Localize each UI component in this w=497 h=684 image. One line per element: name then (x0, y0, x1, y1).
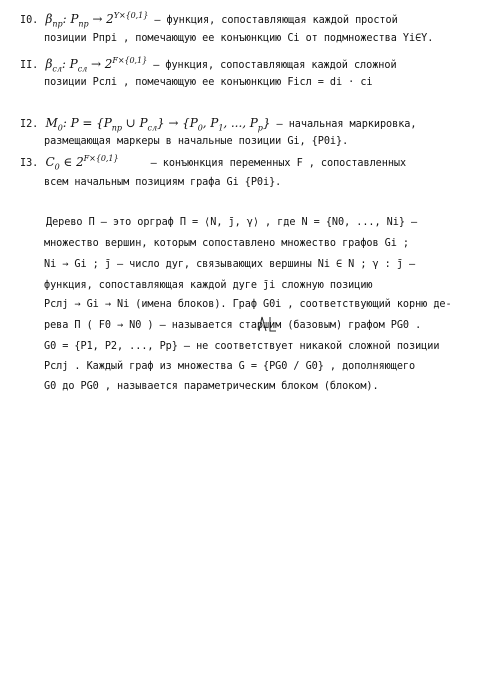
item-11-continuation: позиции Pслi , помечающую ее конъюнкцию Fiсл = di · ci (44, 77, 373, 88)
item-13-line (20, 155, 406, 171)
paragraph-line: G0 до PG0 , называется параметрическим блоком (блоком). (44, 381, 379, 392)
paragraph-line: функция, сопоставляющая каждой дуге ȷ̄i сложную позицию (44, 280, 373, 291)
item-text: – начальная маркировка, (270, 119, 417, 130)
item-11-line (20, 57, 397, 73)
item-number: I2. (20, 119, 39, 130)
item-10-line (20, 12, 398, 28)
item-text: – функция, сопоставляющая каждой простой (148, 15, 398, 26)
item-10-continuation: позиции Pпрi , помечающую ее конъюнкцию Ci от подмножества Yi∈Y. (44, 33, 434, 44)
item-number: I0. (20, 15, 39, 26)
paragraph-line: Ni → Gi ; ȷ̄ – число дуг, связывающих вершины Ni ∈ N ; γ : ȷ̄ – (44, 259, 416, 270)
formula: $C_0$ ∈ $2^{F\times\{0,1\}}$ (45, 154, 119, 172)
paragraph-line: множество вершин, которым сопоставлено множество графов Gi ; (44, 238, 410, 249)
handwritten-mark-icon (256, 313, 286, 335)
paragraph-line: G0 = {P1, P2, ..., Pp} – не соответствует никакой сложной позиции (44, 341, 440, 352)
item-12-line (20, 116, 416, 132)
formula: $\beta_{пр}$: $P_{пр} \to 2^{Y\times\{0,1\}}$ (45, 11, 149, 29)
item-text: – конъюнкция переменных F , сопоставленных (144, 158, 407, 169)
item-12-continuation: размещающая маркеры в начальные позиции Gi, {P0i}. (44, 136, 349, 147)
paragraph-line: Pслj . Каждый граф из множества G = {PG0 / G0} , дополняющего (44, 361, 416, 372)
formula: $M_0$: $P = \{P_{пр}$ ∪ $P_{сл}\} \to \{P_0$, $P_1$, ..., $P_p$} (45, 116, 271, 133)
formula: $\beta_{сл}$: $P_{сл} \to 2^{F\times\{0,1\}}$ (45, 56, 148, 74)
paragraph-line: Pслj → Gi → Ni (имена блоков). Граф G0i , соответствующий корню де- (44, 299, 452, 310)
item-number: II. (20, 60, 39, 71)
item-13-continuation: всем начальным позициям графа Gi {P0i}. (44, 177, 282, 188)
item-text: – функция, сопоставляющая каждой сложной (147, 60, 397, 71)
paragraph-line: рева П ( F0 → N0 ) – называется старшим (базовым) графом PG0 . (44, 320, 422, 331)
item-number: I3. (20, 158, 39, 169)
paragraph-line: Дерево П – это орграф П = ⟨N, ȷ̄, γ⟩ , где N = {N0, ..., Ni} – (46, 217, 418, 228)
